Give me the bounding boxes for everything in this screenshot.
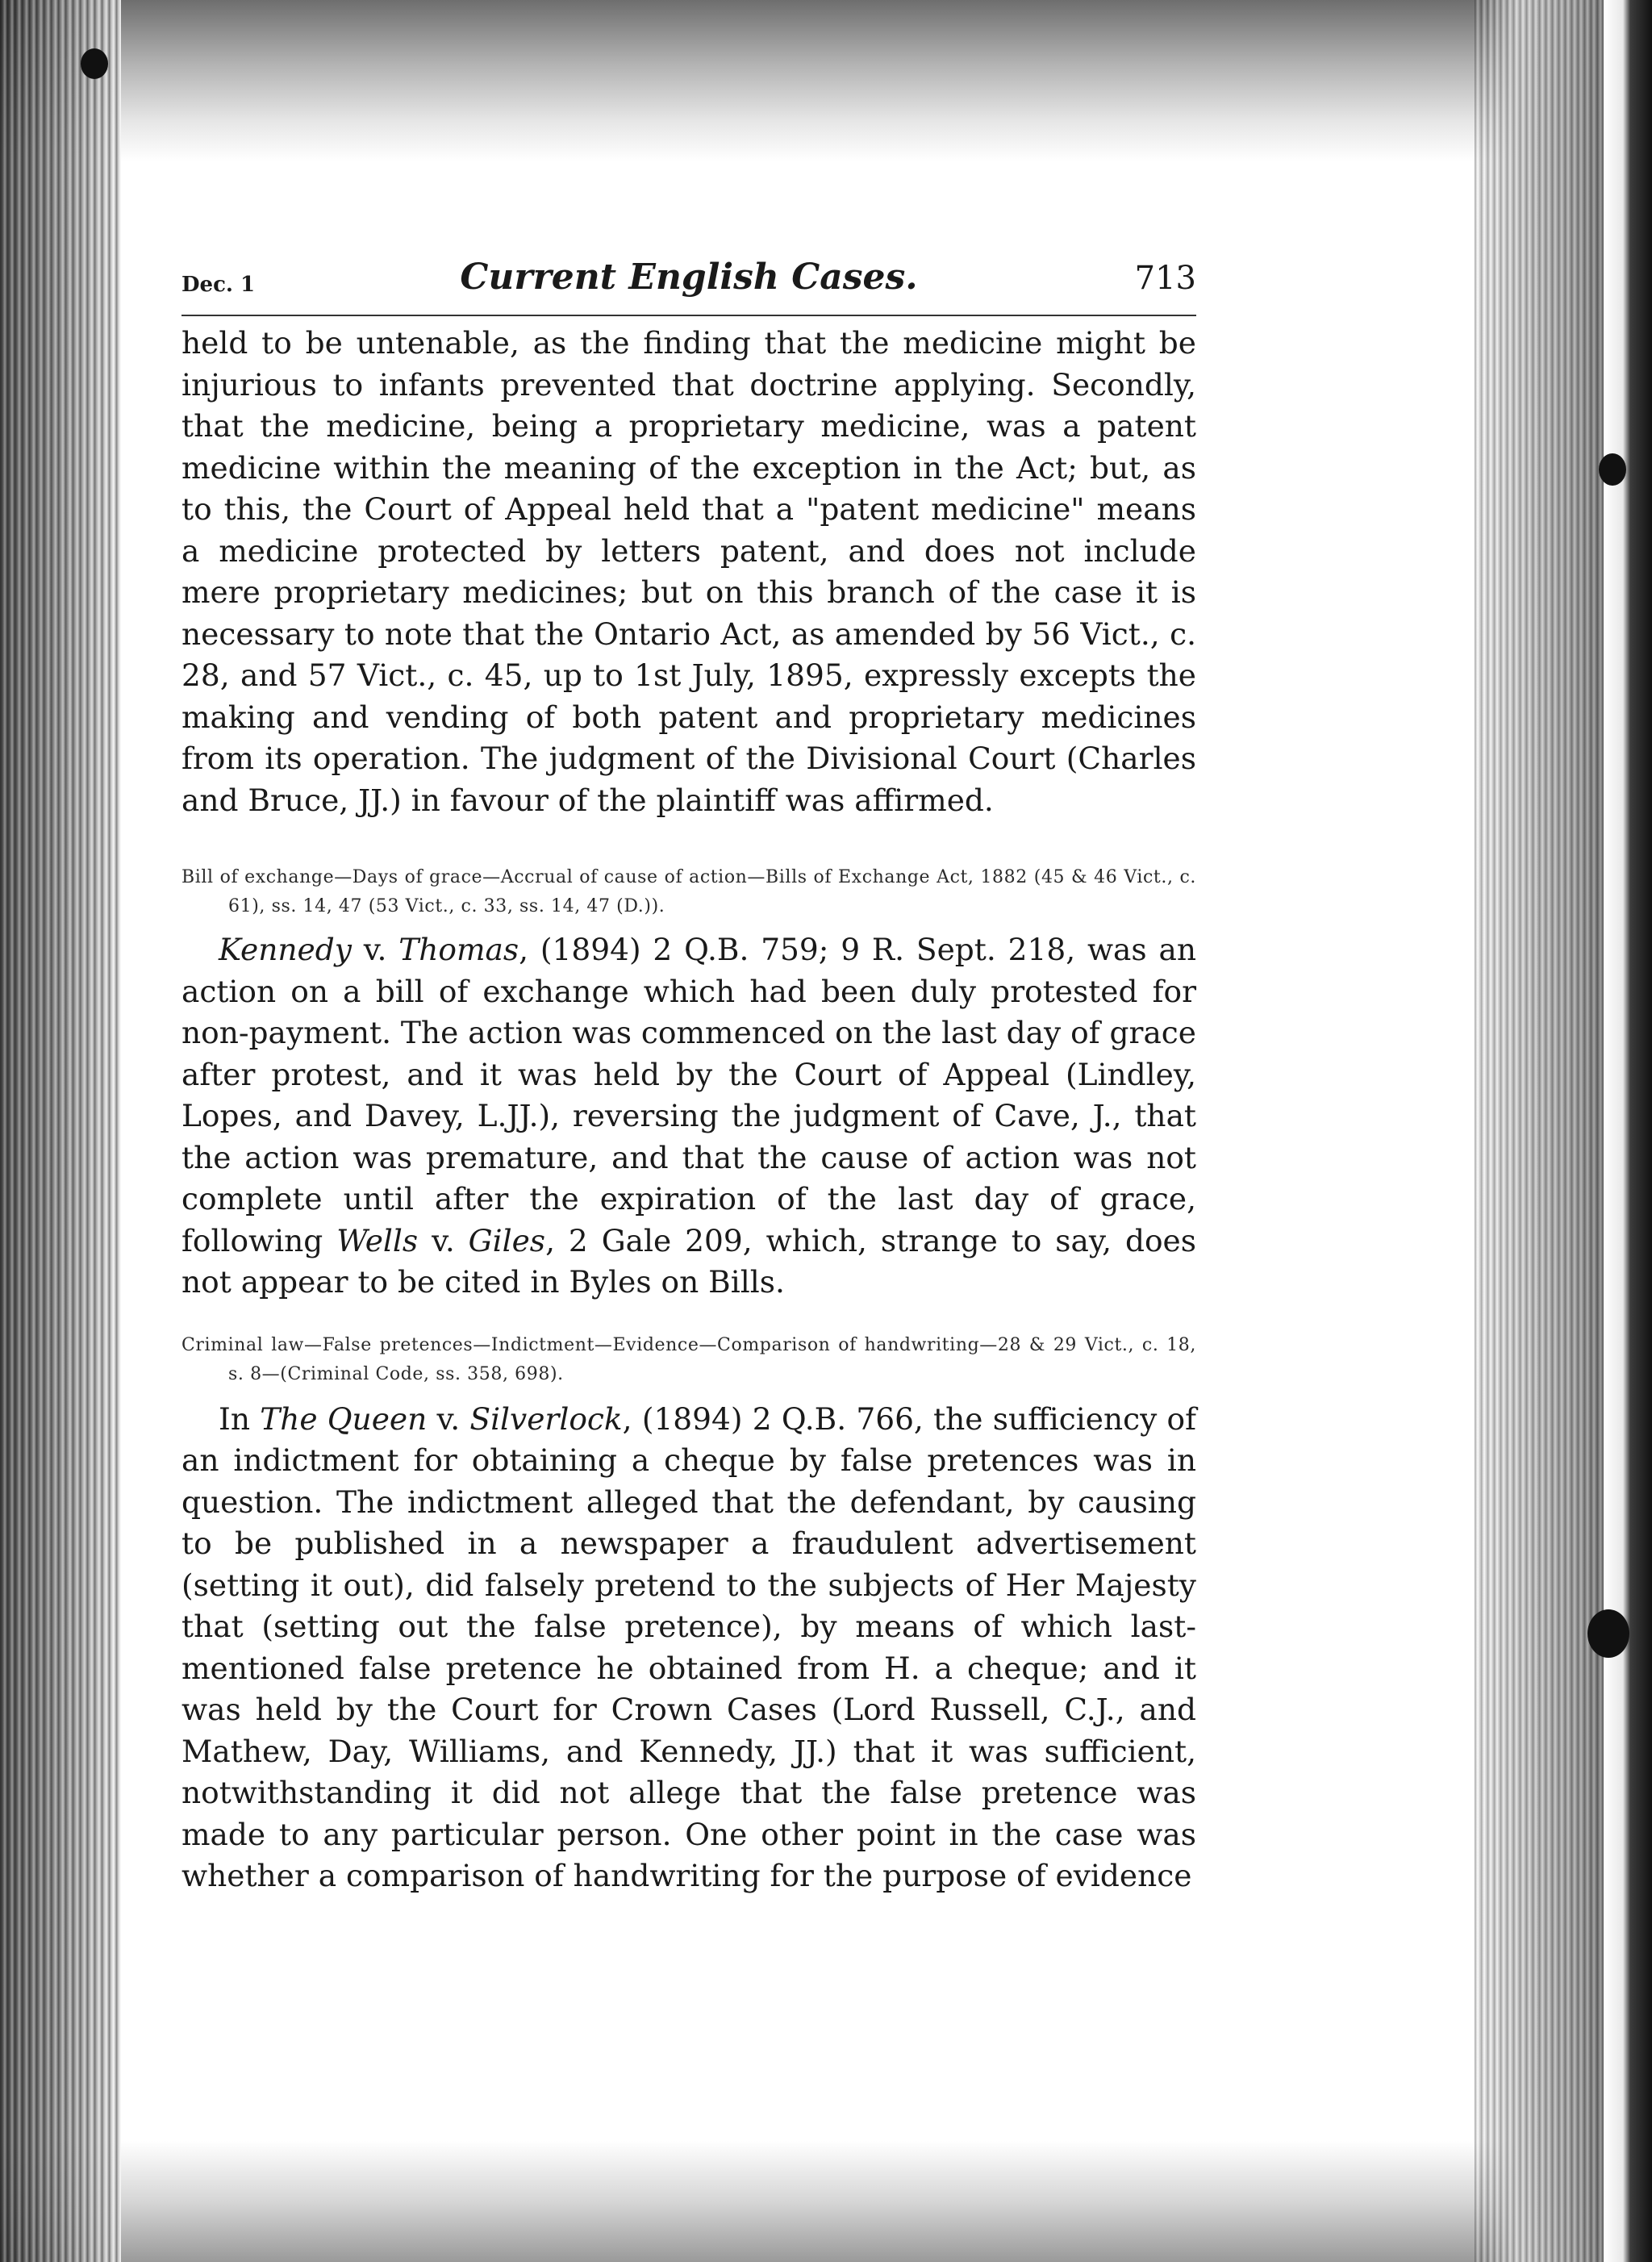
- scan-edge-right-band: [1604, 0, 1652, 2262]
- scan-spot: [81, 48, 108, 79]
- case-name: The Queen: [260, 1400, 428, 1437]
- running-head-date: Dec. 1: [181, 273, 256, 297]
- case-party: Thomas: [398, 932, 519, 967]
- case-party: Silverlock: [469, 1400, 623, 1437]
- page-number: 713: [1134, 260, 1196, 297]
- scan-spot: [1599, 453, 1626, 486]
- case-paragraph-silverlock: [181, 1399, 1196, 1897]
- case-tail: , 2 Gale 209, which, strange to say, does not appear to be cited in Byles on Bills.: [181, 1222, 1196, 1300]
- running-head: [181, 257, 1196, 316]
- cited-case-name: Wells: [336, 1222, 419, 1258]
- case-heading-bill-of-exchange: Bill of exchange—Days of grace—Accrual of cause of action—Bills of Exchange Act, 1882 (45 & 46 Vict., c. 61), ss. 14, 47 (53 Vict., c. 33, ss. 14, 47 (D.)).: [181, 867, 1196, 916]
- paragraph-continued: held to be untenable, as the finding that the medicine might be injurious to infants prevented that doctrine applying. Secondly, that the medicine, being a proprietary medicine, was a patent medicine within the meaning of the exception in the Act; but, as to this, the Court of Appeal held that a "patent medicine" means a medicine protected by letters patent, and does not include mere proprietary medicines; but on this branch of the case it is necessary to note that the Ontario Act, as amended by 56 Vict., c. 28, and 57 Vict., c. 45, up to 1st July, 1895, expressly excepts the making and vending of both patent and proprietary medicines from its operation. The judgment of the Divisional Court (Charles and Bruce, JJ.) in favour of the plaintiff was affirmed.: [181, 325, 1196, 818]
- versus: v.: [427, 1400, 470, 1437]
- case-paragraph-kennedy: [181, 929, 1196, 1304]
- versus: v.: [418, 1222, 469, 1258]
- cited-case-party: Giles: [468, 1222, 546, 1258]
- running-head-title: Current English Cases.: [460, 257, 918, 298]
- scan-edge-left: [0, 0, 121, 2262]
- case-heading-criminal-law: Criminal law—False pretences—Indictment—Evidence—Comparison of handwriting—28 & 29 Vict., c. 18, s. 8—(Criminal Code, ss. 358, 698).: [181, 1334, 1196, 1384]
- book-page: [181, 257, 1196, 1897]
- case-lead: In: [219, 1400, 261, 1437]
- case-body: , (1894) 2 Q.B. 766, the sufficiency of an indictment for obtaining a cheque by false pretences was in question. The indictment alleged that the defendant, by causing to be published in a newspaper a fraudulent advertisement (setting it out), did falsely pretend to the subjects of Her Majesty that (setting out the false pretence), by means of which last-mentioned false pretence he obtained from H. a cheque; and it was held by the Court for Crown Cases (Lord Russell, C.J., and Mathew, Day, Williams, and Kennedy, JJ.) that it was sufficient, notwithstanding it did not allege that the false pretence was made to any particular person. One other point in the case was whether a comparison of handwriting for the purpose of evidence: [181, 1400, 1196, 1893]
- case-body: , (1894) 2 Q.B. 759; 9 R. Sept. 218, was an action on a bill of exchange which had been duly protested for non-payment. The action was commenced on the last day of grace after protest, and it was held by the Court of Appeal (Lindley, Lopes, and Davey, L.JJ.), reversing the judgment of Cave, J., that the action was premature, and that the cause of action was not complete until after the expiration of the last day of grace, following: [181, 932, 1196, 1258]
- case-name: Kennedy: [219, 932, 352, 967]
- versus: v.: [351, 932, 399, 967]
- scan-edge-top: [0, 0, 1652, 161]
- scan-spot: [1587, 1609, 1629, 1658]
- scan-edge-bottom: [0, 2141, 1652, 2262]
